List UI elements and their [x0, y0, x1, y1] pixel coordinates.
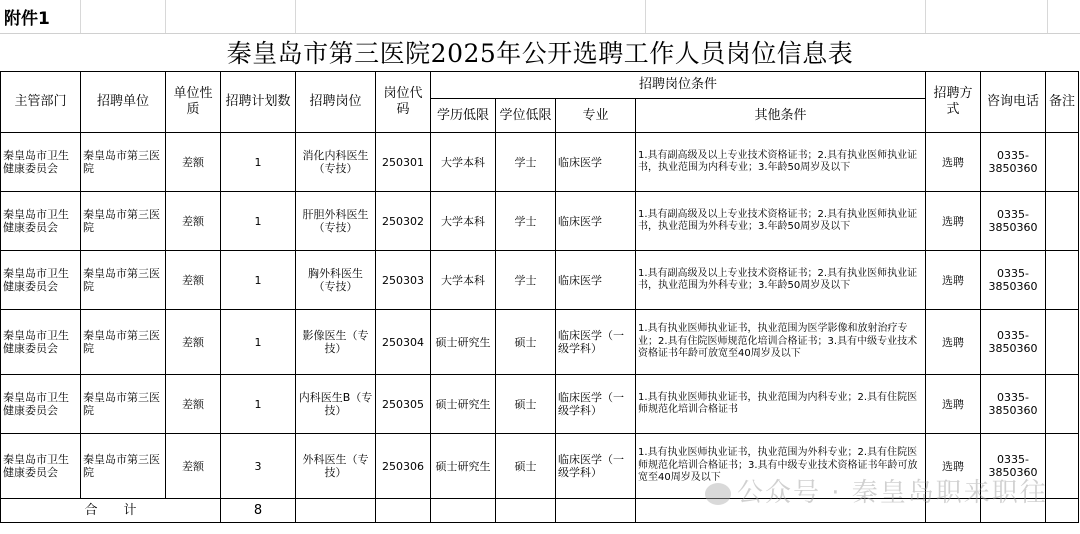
cell-plan: 1 [221, 251, 296, 310]
cell-remark [1046, 251, 1079, 310]
table-row [1, 251, 1079, 310]
cell-post: 肝胆外科医生（专技） [296, 192, 376, 251]
empty-cell [926, 499, 981, 523]
cell-code: 250301 [376, 133, 431, 192]
total-row [1, 499, 1079, 523]
watermark-text: 公众号 · 秦皇岛职来职往 [737, 478, 1048, 508]
header-major: 专业 [556, 99, 636, 133]
cell-post: 消化内科医生（专技） [296, 133, 376, 192]
cell-remark [1046, 310, 1079, 375]
cell-degree: 硕士 [496, 434, 556, 499]
empty-cell [376, 499, 431, 523]
cell-post: 胸外科医生（专技） [296, 251, 376, 310]
cell-department: 秦皇岛市卫生健康委员会 [1, 375, 81, 434]
cell-method: 选聘 [926, 251, 981, 310]
cell-method: 选聘 [926, 192, 981, 251]
header-degree: 学位低限 [496, 99, 556, 133]
cell-method: 选聘 [926, 434, 981, 499]
cell-degree: 学士 [496, 251, 556, 310]
cell-major: 临床医学（一级学科） [556, 310, 636, 375]
cell-education: 硕士研究生 [431, 434, 496, 499]
header-unit: 招聘单位 [81, 72, 166, 133]
cell-post: 影像医生（专技） [296, 310, 376, 375]
cell-phone: 0335-3850360 [981, 375, 1046, 434]
empty-cell [431, 499, 496, 523]
cell-education: 硕士研究生 [431, 310, 496, 375]
table-row [1, 434, 1079, 499]
cell-phone: 0335-3850360 [981, 310, 1046, 375]
cell-nature: 差额 [166, 251, 221, 310]
cell-nature: 差额 [166, 375, 221, 434]
cell-other: 1.具有执业医师执业证书，执业范围为医学影像和放射治疗专业；2.具有住院医师规范化培训合格证书；3.具有中级专业技术资格证书年龄可放宽至40周岁及以下 [636, 310, 926, 375]
cell-department: 秦皇岛市卫生健康委员会 [1, 192, 81, 251]
cell-nature: 差额 [166, 434, 221, 499]
cell-nature: 差额 [166, 192, 221, 251]
cell-phone: 0335-3850360 [981, 133, 1046, 192]
cell-department: 秦皇岛市卫生健康委员会 [1, 434, 81, 499]
cell-plan: 1 [221, 192, 296, 251]
cell-education: 大学本科 [431, 251, 496, 310]
cell-other: 1.具有副高级及以上专业技术资格证书；2.具有执业医师执业证书，执业范围为外科专业；3.年龄50周岁及以下 [636, 251, 926, 310]
cell-plan: 1 [221, 375, 296, 434]
total-value: 8 [221, 499, 296, 523]
cell-other: 1.具有副高级及以上专业技术资格证书；2.具有执业医师执业证书，执业范围为内科专业；3.年龄50周岁及以下 [636, 133, 926, 192]
cell-education: 大学本科 [431, 192, 496, 251]
header-conditions: 招聘岗位条件 [431, 72, 926, 99]
cell-degree: 学士 [496, 133, 556, 192]
empty-cell [496, 499, 556, 523]
cell-plan: 3 [221, 434, 296, 499]
cell-code: 250305 [376, 375, 431, 434]
page-title: 秦皇岛市第三医院2025年公开选聘工作人员岗位信息表 [226, 39, 854, 68]
cell-unit: 秦皇岛市第三医院 [81, 133, 166, 192]
cell-degree: 硕士 [496, 375, 556, 434]
attachment-label: 附件1 [4, 9, 50, 29]
cell-unit: 秦皇岛市第三医院 [81, 310, 166, 375]
header-other: 其他条件 [636, 99, 926, 133]
cell-major: 临床医学（一级学科） [556, 434, 636, 499]
cell-remark [1046, 192, 1079, 251]
cell-unit: 秦皇岛市第三医院 [81, 192, 166, 251]
header-post: 招聘岗位 [296, 72, 376, 133]
cell-nature: 差额 [166, 310, 221, 375]
gridline [645, 0, 646, 33]
gridline [1047, 0, 1048, 33]
cell-education: 大学本科 [431, 133, 496, 192]
empty-cell [1046, 499, 1079, 523]
cell-remark [1046, 133, 1079, 192]
cell-code: 250304 [376, 310, 431, 375]
total-label: 合 计 [1, 499, 221, 523]
cell-major: 临床医学 [556, 192, 636, 251]
cell-post: 内科医生B（专技） [296, 375, 376, 434]
cell-method: 选聘 [926, 310, 981, 375]
cell-education: 硕士研究生 [431, 375, 496, 434]
cell-remark [1046, 434, 1079, 499]
cell-phone: 0335-3850360 [981, 434, 1046, 499]
cell-phone: 0335-3850360 [981, 192, 1046, 251]
table-row [1, 375, 1079, 434]
cell-remark [1046, 375, 1079, 434]
header-nature: 单位性质 [166, 72, 221, 133]
cell-major: 临床医学 [556, 251, 636, 310]
spreadsheet-header-strip [0, 0, 1080, 34]
cell-unit: 秦皇岛市第三医院 [81, 434, 166, 499]
cell-other: 1.具有执业医师执业证书，执业范围为内科专业；2.具有住院医师规范化培训合格证书 [636, 375, 926, 434]
cell-plan: 1 [221, 310, 296, 375]
gridline [925, 0, 926, 33]
cell-code: 250306 [376, 434, 431, 499]
cell-major: 临床医学（一级学科） [556, 375, 636, 434]
gridline [165, 0, 166, 33]
header-method: 招聘方式 [926, 72, 981, 133]
header-code: 岗位代码 [376, 72, 431, 133]
table-row [1, 310, 1079, 375]
cell-degree: 学士 [496, 192, 556, 251]
empty-cell [981, 499, 1046, 523]
cell-method: 选聘 [926, 133, 981, 192]
header-remark: 备注 [1046, 72, 1079, 133]
cell-plan: 1 [221, 133, 296, 192]
header-phone: 咨询电话 [981, 72, 1046, 133]
header-department: 主管部门 [1, 72, 81, 133]
cell-other: 1.具有副高级及以上专业技术资格证书；2.具有执业医师执业证书，执业范围为外科专业；3.年龄50周岁及以下 [636, 192, 926, 251]
positions-table [0, 71, 1079, 523]
cell-unit: 秦皇岛市第三医院 [81, 375, 166, 434]
cell-department: 秦皇岛市卫生健康委员会 [1, 133, 81, 192]
cell-department: 秦皇岛市卫生健康委员会 [1, 251, 81, 310]
cell-department: 秦皇岛市卫生健康委员会 [1, 310, 81, 375]
header-education: 学历低限 [431, 99, 496, 133]
cell-phone: 0335-3850360 [981, 251, 1046, 310]
cell-other: 1.具有执业医师执业证书，执业范围为外科专业；2.具有住院医师规范化培训合格证书；3.具有中级专业技术资格证书年龄可放宽至40周岁及以下 [636, 434, 926, 499]
cell-method: 选聘 [926, 375, 981, 434]
cell-code: 250302 [376, 192, 431, 251]
cell-unit: 秦皇岛市第三医院 [81, 251, 166, 310]
header-plan: 招聘计划数 [221, 72, 296, 133]
cell-nature: 差额 [166, 133, 221, 192]
table-row [1, 133, 1079, 192]
empty-cell [556, 499, 636, 523]
cell-code: 250303 [376, 251, 431, 310]
gridline [80, 0, 81, 33]
empty-cell [636, 499, 926, 523]
gridline [295, 0, 296, 33]
cell-degree: 硕士 [496, 310, 556, 375]
cell-post: 外科医生（专技） [296, 434, 376, 499]
table-row [1, 192, 1079, 251]
cell-major: 临床医学 [556, 133, 636, 192]
empty-cell [296, 499, 376, 523]
